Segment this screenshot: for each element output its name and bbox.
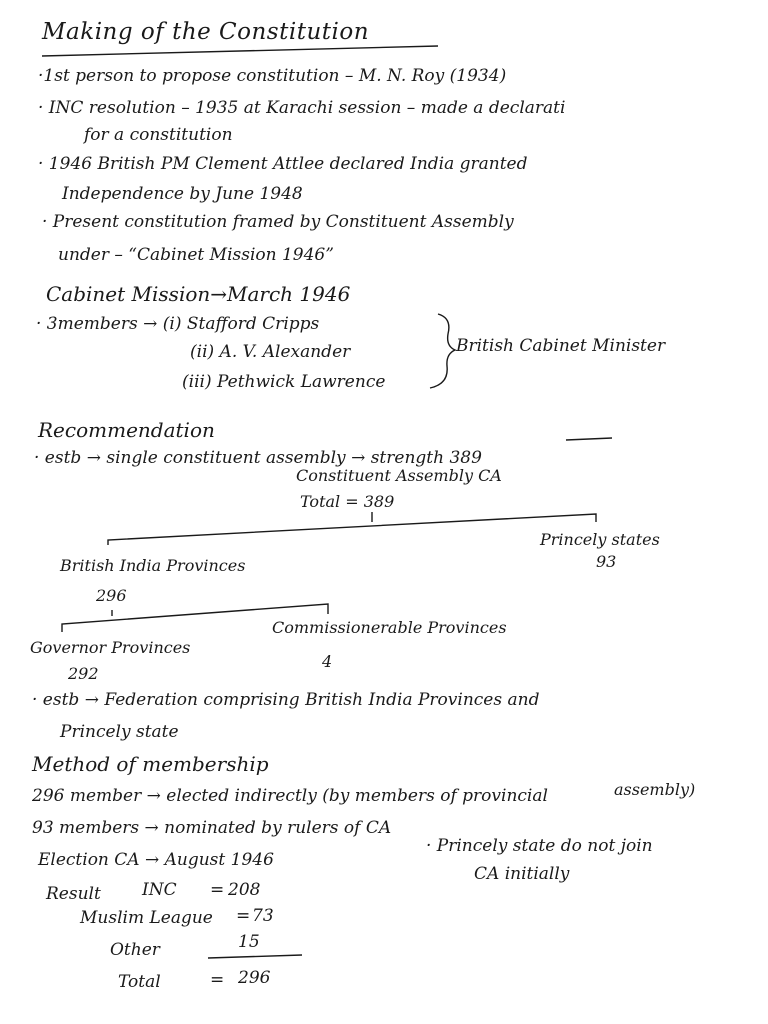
membership-line-1b: assembly) <box>614 780 696 799</box>
membership-line-3: Election CA → August 1946 <box>38 850 274 870</box>
tree-princely: Princely states <box>540 530 660 549</box>
result-row-value: 73 <box>252 906 274 926</box>
result-row-sep: = <box>236 906 251 926</box>
intro-line-3: for a constitution <box>84 125 233 145</box>
federation-line-2: Princely state <box>60 722 179 742</box>
intro-line-4: · 1946 British PM Clement Attlee declared India granted <box>38 154 528 174</box>
result-row-name: Other <box>110 940 160 960</box>
tree-governor: Governor Provinces <box>30 638 191 657</box>
result-row-value: 15 <box>238 932 260 952</box>
tree-governor-count: 292 <box>68 664 99 683</box>
tree-level1-bar <box>108 514 596 545</box>
membership-line-1: 296 member → elected indirectly (by members of provincial <box>32 786 548 806</box>
cabinet-group-label: British Cabinet Minister <box>456 336 666 356</box>
result-row-name: Muslim League <box>80 908 213 928</box>
title-underline <box>42 46 438 56</box>
strength-underline <box>566 438 612 440</box>
result-label: Result <box>46 884 101 904</box>
result-row-value: 208 <box>228 880 261 900</box>
result-row-name: Total <box>118 972 161 992</box>
result-row-value: 296 <box>238 968 271 988</box>
tree-british-count: 296 <box>96 586 127 605</box>
princely-note-2: CA initially <box>474 864 570 884</box>
intro-line-7: under – “Cabinet Mission 1946” <box>58 245 334 265</box>
page-title: Making of the Constitution <box>42 19 370 45</box>
princely-note-1: · Princely state do not join <box>426 836 653 856</box>
intro-line-1: ·1st person to propose constitution – M. N. Roy (1934) <box>38 66 507 86</box>
federation-line-1: · estb → Federation comprising British India Provinces and <box>32 690 540 710</box>
result-row-name: INC <box>142 880 177 900</box>
recommendation-point-1: · estb → single constituent assembly → strength 389 <box>34 448 482 468</box>
tree-commissioner-count: 4 <box>322 652 333 671</box>
tree-british: British India Provinces <box>60 556 246 575</box>
tree-root-total: Total = 389 <box>300 492 395 511</box>
cabinet-brace <box>430 314 455 388</box>
tree-root-title: Constituent Assembly CA <box>296 466 502 485</box>
intro-line-6: · Present constitution framed by Constituent Assembly <box>42 212 514 232</box>
result-row-sep: = <box>210 880 225 900</box>
intro-line-2: · INC resolution – 1935 at Karachi session – made a declarati <box>38 98 566 118</box>
tree-commissioner: Commissionerable Provinces <box>272 618 507 637</box>
tree-princely-count: 93 <box>596 552 617 571</box>
cabinet-member-2: (ii) A. V. Alexander <box>190 342 351 362</box>
result-total-rule <box>208 955 302 958</box>
recommendation-heading: Recommendation <box>38 418 215 442</box>
result-row-sep: = <box>210 970 225 990</box>
intro-line-5: Independence by June 1948 <box>62 184 303 204</box>
cabinet-heading: Cabinet Mission→March 1946 <box>46 282 351 306</box>
cabinet-member-1: · 3members → (i) Stafford Cripps <box>36 314 320 334</box>
membership-line-2: 93 members → nominated by rulers of CA <box>32 818 392 838</box>
membership-heading: Method of membership <box>32 752 269 776</box>
cabinet-member-3: (iii) Pethwick Lawrence <box>182 372 386 392</box>
